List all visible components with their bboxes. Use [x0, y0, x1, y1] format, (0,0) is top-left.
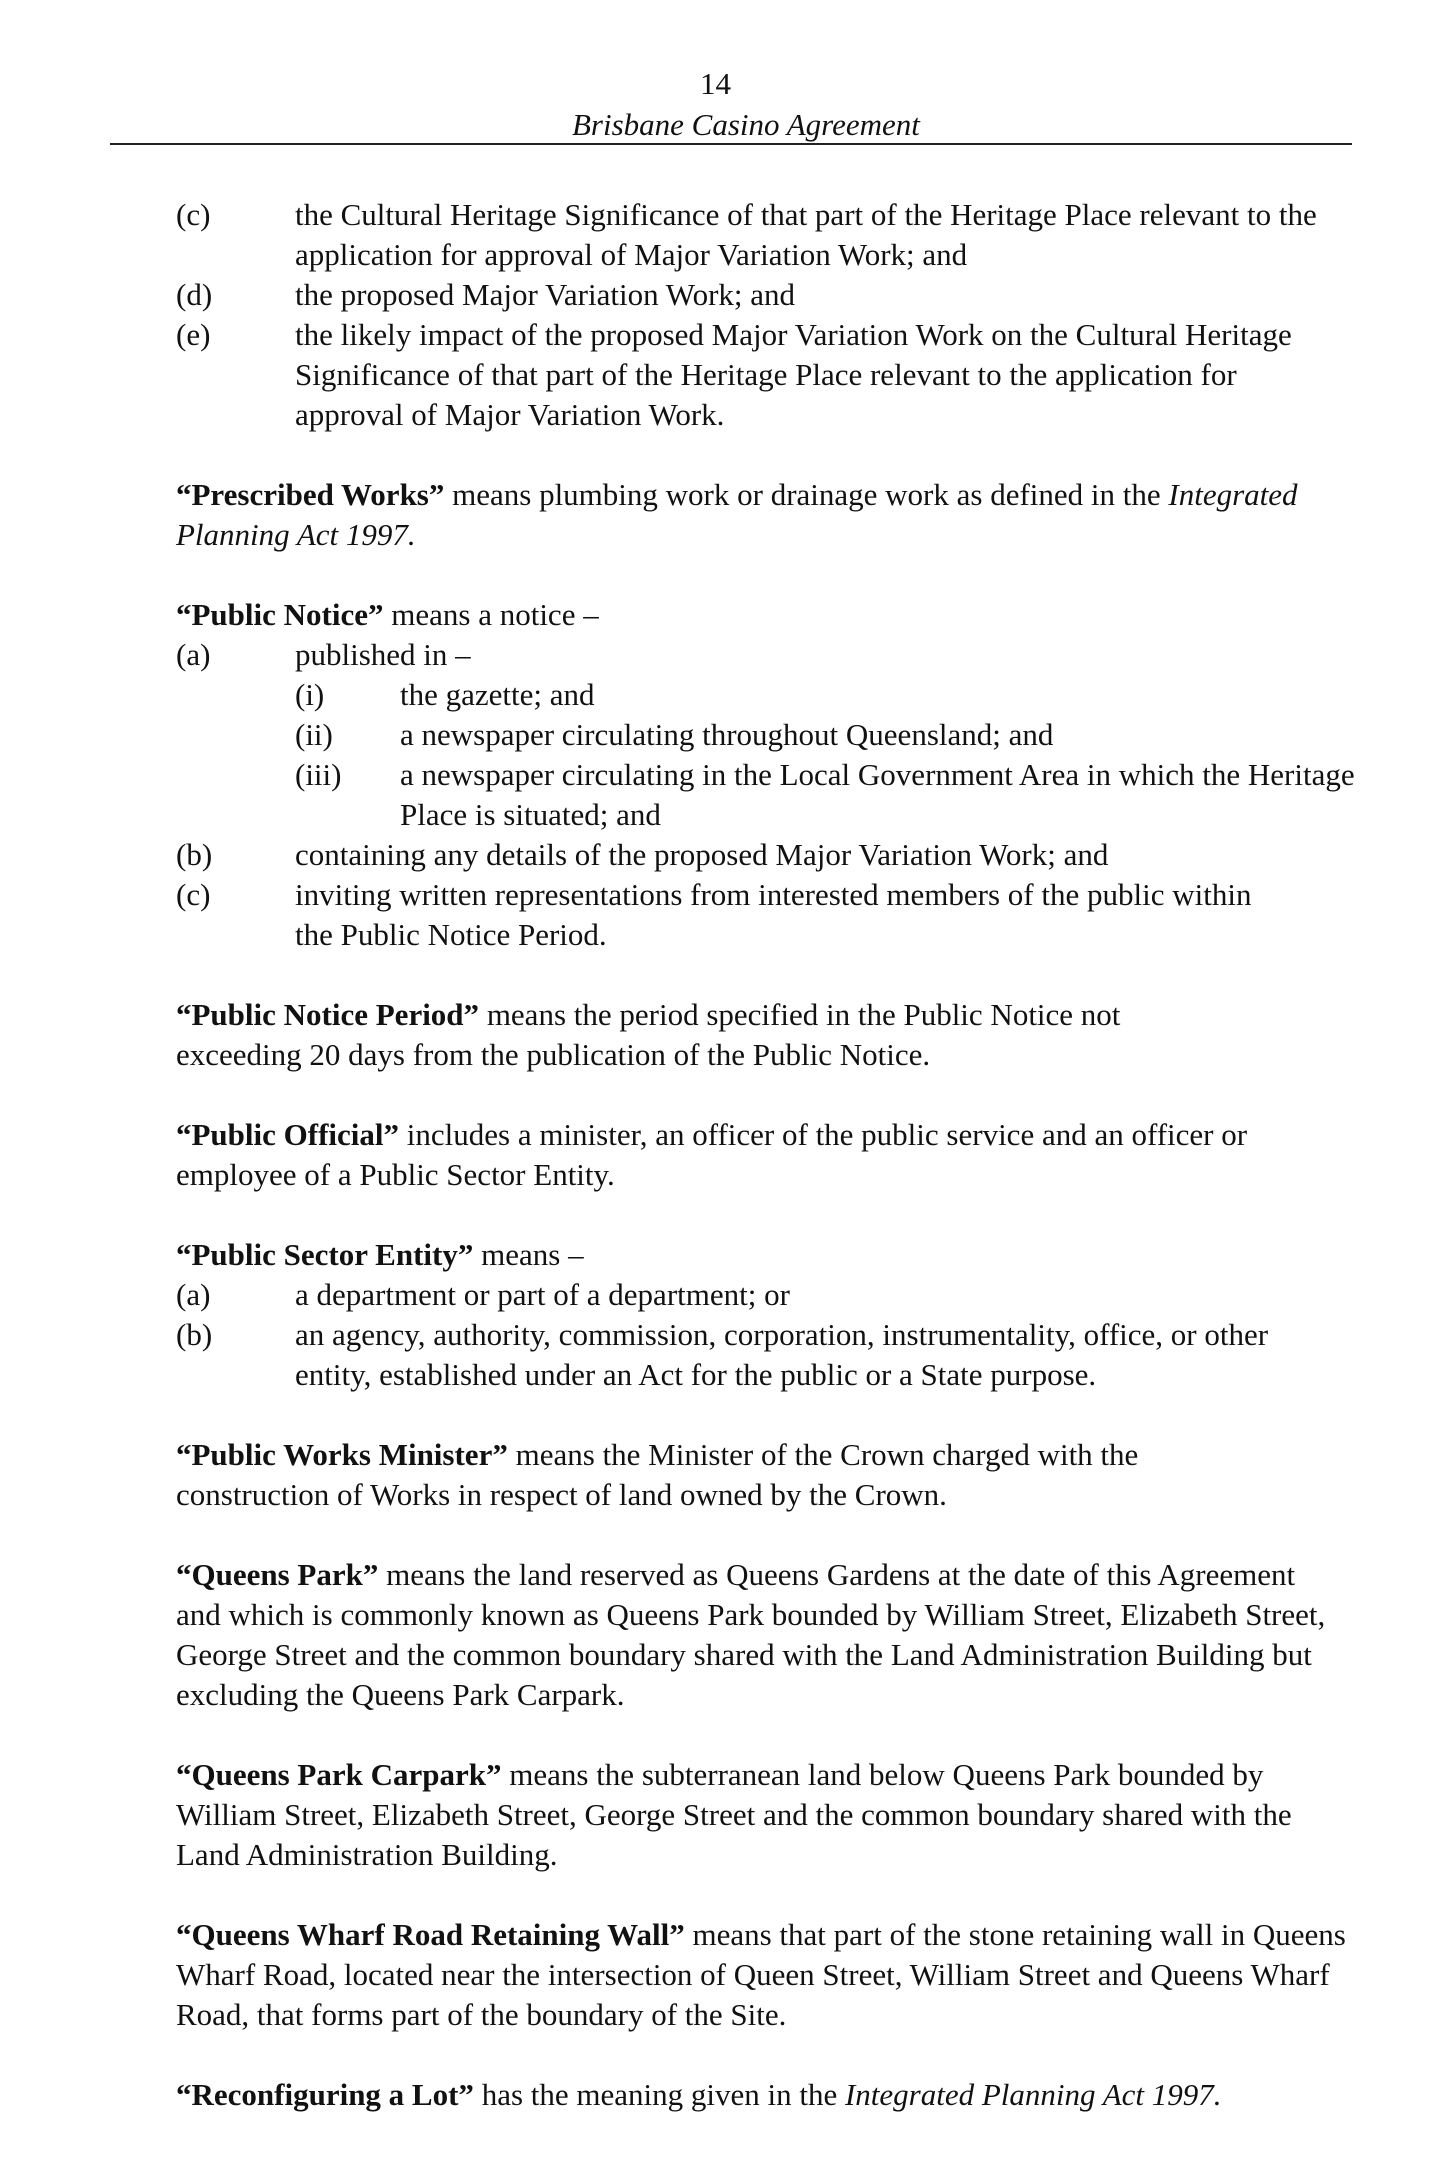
- sub-list-item: [176, 675, 1356, 715]
- defined-term: “Queens Park Carpark”: [176, 1757, 502, 1792]
- list-text: the likely impact of the proposed Major Variation Work on the Cultural Heritage Significance of that part of the Heritage Place relevant to the application for approval of Major Variation Work.: [295, 317, 1292, 432]
- list-text: the proposed Major Variation Work; and: [295, 277, 796, 312]
- definition-public-works-minister: [176, 1435, 1286, 1515]
- definition-text: means plumbing work or drainage work as defined in the: [444, 477, 1169, 512]
- definition-public-notice: [176, 595, 1356, 635]
- sub-list-label: (i): [295, 677, 325, 712]
- definition-queens-park-carpark: [176, 1755, 1346, 1875]
- definition-public-official: [176, 1115, 1356, 1195]
- definition-text: means a notice –: [383, 597, 599, 632]
- defined-term: “Queens Wharf Road Retaining Wall”: [176, 1917, 685, 1952]
- list-item: [176, 1275, 1356, 1315]
- defined-term: “Prescribed Works”: [176, 477, 445, 512]
- sub-list-text: the gazette; and: [400, 677, 595, 712]
- list-text: published in –: [295, 637, 471, 672]
- list-text: an agency, authority, commission, corporation, instrumentality, office, or other entity, established under an Act for the public or a State purpose.: [295, 1317, 1269, 1392]
- definition-text: means the period specified in the Public Notice not exceeding 20 days from the publication of the Public Notice.: [176, 997, 1121, 1072]
- list-text: the Cultural Heritage Significance of that part of the Heritage Place relevant to the application for approval of Major Variation Work; and: [295, 197, 1317, 272]
- list-label: (c): [176, 197, 211, 232]
- defined-term: “Public Notice Period”: [176, 997, 480, 1032]
- list-text: inviting written representations from interested members of the public within the Public Notice Period.: [295, 877, 1252, 952]
- list-label: (b): [176, 1317, 213, 1352]
- definition-text: means the Minister of the Crown charged with the construction of Works in respect of land owned by the Crown.: [176, 1437, 1139, 1512]
- list-label: (a): [176, 637, 211, 672]
- list-text: containing any details of the proposed Major Variation Work; and: [295, 837, 1109, 872]
- definition-public-sector-entity: [176, 1235, 1356, 1275]
- defined-term: “Public Works Minister”: [176, 1437, 508, 1472]
- header-rule: [110, 143, 1352, 145]
- definition-reconfiguring-a-lot: [176, 2075, 1366, 2115]
- definition-text: means the land reserved as Queens Gardens at the date of this Agreement and which is commonly known as Queens Park bounded by William Street, Elizabeth Street, George Street and the common boundary shared with the Land Administration Building but excluding the Queens Park Carpark.: [176, 1557, 1326, 1712]
- list-label: (c): [176, 877, 211, 912]
- list-item: [0, 315, 1356, 435]
- definition-queens-wharf-road-retaining-wall: [176, 1915, 1346, 2035]
- definition-public-notice-period: [176, 995, 1236, 1075]
- sub-list-item: [176, 715, 1356, 755]
- list-item: [176, 875, 1356, 955]
- definition-queens-park: [176, 1555, 1336, 1715]
- page-number: 14: [700, 66, 731, 101]
- list-label: (d): [176, 277, 213, 312]
- sub-list-label: (ii): [295, 717, 333, 752]
- sub-list-text: a newspaper circulating in the Local Government Area in which the Heritage Place is situated; and: [400, 757, 1355, 832]
- sub-list-label: (iii): [295, 757, 342, 792]
- defined-term: “Public Notice”: [176, 597, 384, 632]
- act-reference: Integrated Planning Act 1997.: [844, 2077, 1222, 2112]
- list-item: [176, 1315, 1356, 1395]
- defined-term: “Public Sector Entity”: [176, 1237, 474, 1272]
- list-label: (b): [176, 837, 213, 872]
- list-item: [176, 835, 1356, 875]
- list-item: [0, 195, 1356, 275]
- sub-list-item: [176, 755, 1356, 835]
- definition-text: has the meaning given in the: [473, 2077, 845, 2112]
- list-item: [176, 635, 1356, 675]
- definition-text: means the subterranean land below Queens Park bounded by William Street, Elizabeth Street, George Street and the common boundary shared with the Land Administration Building.: [176, 1757, 1292, 1872]
- definition-prescribed-works: [176, 475, 1316, 555]
- definition-text: includes a minister, an officer of the public service and an officer or employee of a Public Sector Entity.: [176, 1117, 1248, 1192]
- definition-text: means –: [473, 1237, 584, 1272]
- running-title: Brisbane Casino Agreement: [572, 107, 920, 142]
- list-text: a department or part of a department; or: [295, 1277, 790, 1312]
- list-label: (e): [176, 317, 211, 352]
- defined-term: “Queens Park”: [176, 1557, 379, 1592]
- act-reference: Integrated Planning Act 1997.: [176, 477, 1298, 552]
- sub-list-text: a newspaper circulating throughout Queensland; and: [400, 717, 1054, 752]
- list-label: (a): [176, 1277, 211, 1312]
- page-content: [176, 195, 1356, 2115]
- defined-term: “Reconfiguring a Lot”: [176, 2077, 474, 2112]
- defined-term: “Public Official”: [176, 1117, 400, 1152]
- list-item: [0, 275, 1356, 315]
- definition-text: means that part of the stone retaining wall in Queens Wharf Road, located near the intersection of Queen Street, William Street and Queens Wharf Road, that forms part of the boundary of the Site.: [176, 1917, 1346, 2032]
